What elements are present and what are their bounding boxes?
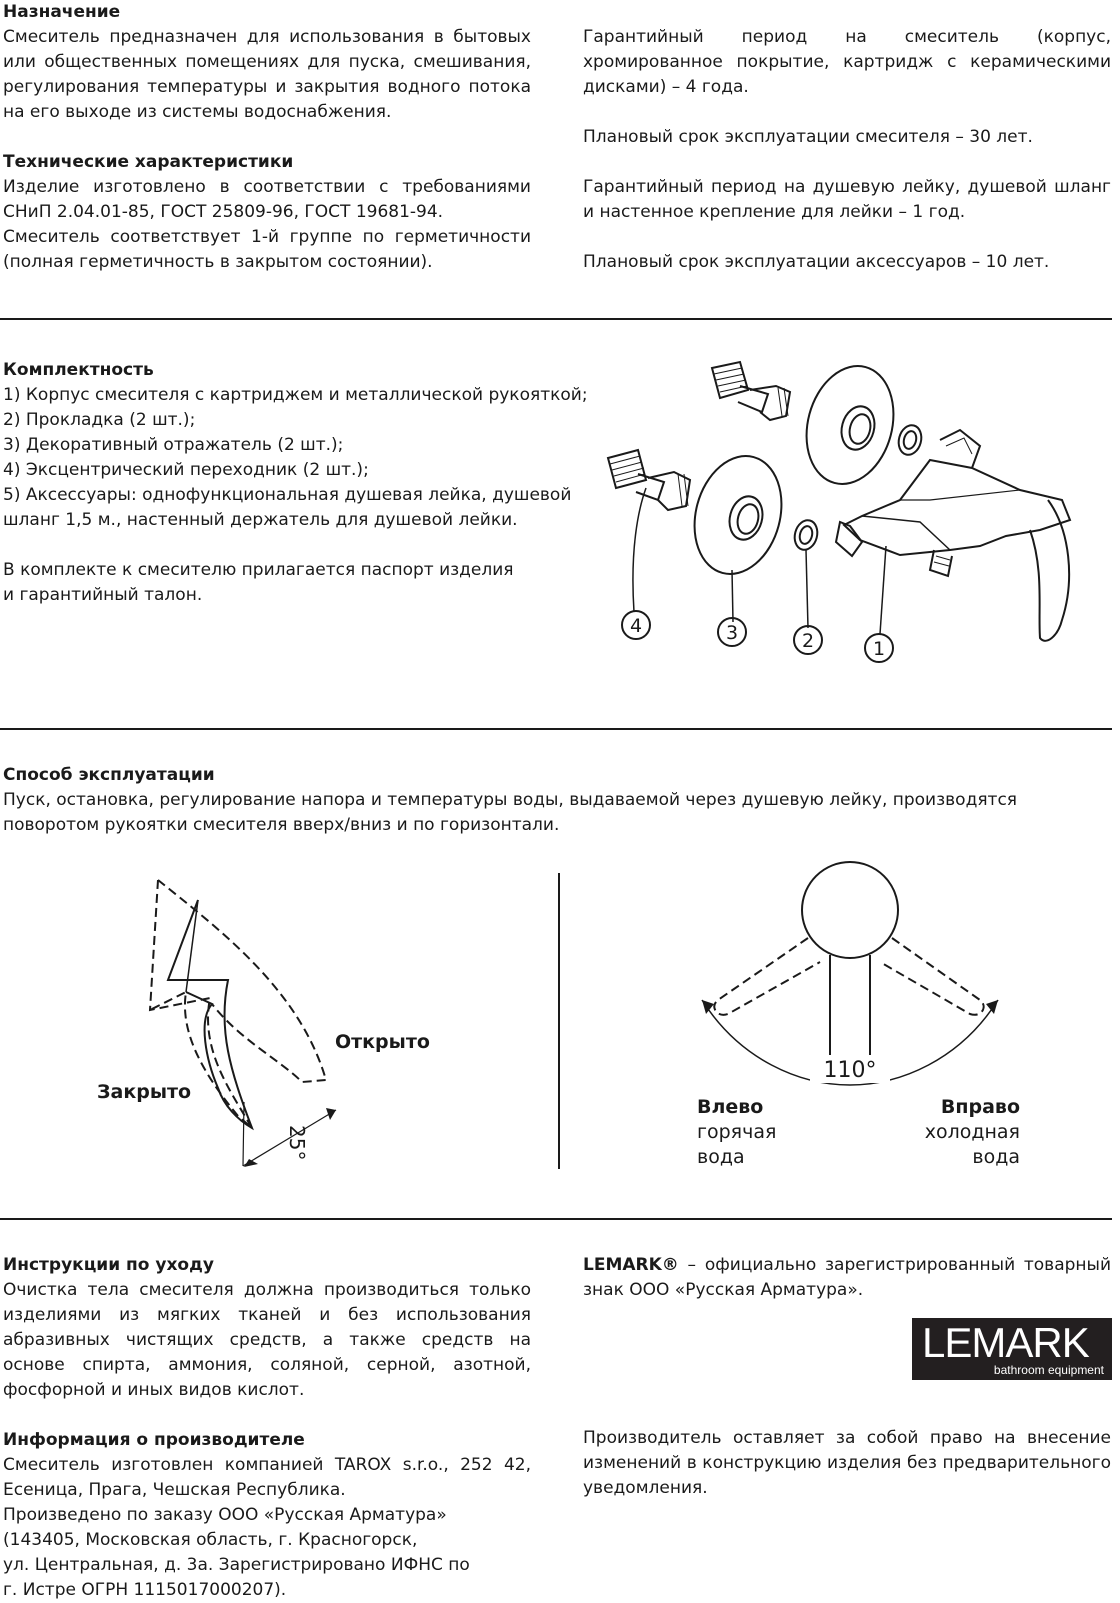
right-desc: вода bbox=[972, 1146, 1020, 1168]
warranty-text-2: Плановый срок эксплуатации смесителя – 30 лет. bbox=[583, 127, 1033, 147]
left-desc: горячая bbox=[697, 1121, 777, 1143]
callout-label-2: 2 bbox=[801, 630, 815, 652]
kit-item: 4) Эксцентрический переходник (2 шт.); bbox=[3, 460, 369, 480]
left-direction-labels bbox=[697, 1095, 776, 1170]
kit-item: 5) Аксессуары: однофункциональная душевая лейка, душевой шланг 1,5 м., настенный держатель для душевой лейки. bbox=[3, 485, 572, 530]
kit-item: 2) Прокладка (2 шт.); bbox=[3, 410, 196, 430]
right-direction-labels bbox=[880, 1095, 1020, 1170]
kit-item: 3) Декоративный отражатель (2 шт.); bbox=[3, 435, 344, 455]
specs-heading: Технические характеристики bbox=[3, 152, 294, 172]
manufacturer-line: г. Истре ОГРН 1115017000207). bbox=[3, 1580, 287, 1600]
eccentric-adapter-upper bbox=[712, 362, 790, 420]
callout-label-4: 4 bbox=[629, 615, 643, 637]
operation-heading: Способ эксплуатации bbox=[3, 765, 215, 785]
logo-main: LEMARK bbox=[922, 1319, 1089, 1366]
manufacturer-heading: Информация о производителе bbox=[3, 1430, 305, 1450]
gasket-upper bbox=[895, 423, 924, 458]
care-section bbox=[3, 1253, 531, 1603]
angle-vertical-label: 25° bbox=[285, 1125, 309, 1161]
eccentric-adapter-lower bbox=[608, 450, 690, 510]
manufacturer-line: (143405, Московская область, г. Красногорск, bbox=[3, 1530, 418, 1550]
care-heading: Инструкции по уходу bbox=[3, 1255, 214, 1275]
gasket-lower bbox=[791, 518, 820, 553]
lever-right-position bbox=[880, 938, 984, 1015]
disclaimer-text: Производитель оставляет за собой право на внесение изменений в конструкцию изделия без предварительного уведомления. bbox=[583, 1428, 1111, 1498]
knob-top-view bbox=[802, 862, 898, 958]
angle-horizontal-label: 110° bbox=[823, 1058, 877, 1083]
kit-heading: Комплектность bbox=[3, 360, 154, 380]
warranty-text-3: Гарантийный период на душевую лейку, душевой шланг и настенное крепление для лейки – 1 год. bbox=[583, 177, 1111, 222]
divider bbox=[0, 1218, 1112, 1220]
care-text: Очистка тела смесителя должна производиться только изделиями из мягких тканей и без использования абразивных чистящих средств, а также средств на основе спирта, аммония, соляной, серной, азотной, фосфорной и иных видов кислот. bbox=[3, 1280, 531, 1400]
callout-label-3: 3 bbox=[725, 622, 739, 644]
exploded-view-illustration bbox=[600, 350, 1112, 695]
divider bbox=[0, 728, 1112, 730]
purpose-heading: Назначение bbox=[3, 2, 121, 22]
purpose-section bbox=[3, 0, 531, 275]
closed-label: Закрыто bbox=[97, 1081, 192, 1103]
lemark-logo bbox=[912, 1318, 1112, 1380]
manufacturer-line: ул. Центральная, д. 3а. Зарегистрировано ИФНС по bbox=[3, 1555, 470, 1575]
right-label: Вправо bbox=[940, 1096, 1020, 1118]
kit-note: В комплекте к смесителю прилагается паспорт изделия и гарантийный талон. bbox=[3, 560, 514, 605]
disclaimer-section bbox=[583, 1426, 1111, 1501]
callout-label-1: 1 bbox=[872, 638, 886, 660]
diagram-divider bbox=[558, 873, 560, 1169]
purpose-text: Смеситель предназначен для использования в бытовых или общественных помещениях для пуска, смешивания, регулирования температуры и закрытия водного потока на его выходе из системы водоснабжения. bbox=[3, 27, 531, 122]
kit-section bbox=[3, 358, 588, 608]
logo-sub: bathroom equipment bbox=[993, 1363, 1104, 1377]
mixer-body bbox=[836, 430, 1070, 641]
operation-section bbox=[3, 763, 1113, 838]
kit-item: 1) Корпус смесителя с картриджем и металлической рукояткой; bbox=[3, 385, 588, 405]
open-label: Открыто bbox=[335, 1031, 430, 1053]
warranty-text-4: Плановый срок эксплуатации аксессуаров – 10 лет. bbox=[583, 252, 1050, 272]
lever-left-position bbox=[714, 938, 820, 1015]
reflector-lower bbox=[682, 446, 794, 584]
lever-horizontal-diagram bbox=[680, 850, 1020, 1100]
manufacturer-text: Смеситель изготовлен компанией TAROX s.r.o., 252 42, Есеница, Прага, Чешская Республика. bbox=[3, 1455, 531, 1500]
trademark-section bbox=[583, 1253, 1111, 1303]
trademark-brand: LEMARK® bbox=[583, 1255, 679, 1275]
trademark-text: LEMARK® – официально зарегистрированный товарный знак ООО «Русская Арматура». bbox=[583, 1255, 1111, 1300]
manufacturer-line: Произведено по заказу ООО «Русская Арматура» bbox=[3, 1505, 447, 1525]
lever-vertical-diagram bbox=[140, 870, 340, 1170]
divider bbox=[0, 318, 1112, 320]
reflector-upper bbox=[794, 356, 906, 494]
left-desc: вода bbox=[697, 1146, 745, 1168]
warranty-text-1: Гарантийный период на смеситель (корпус, хромированное покрытие, картридж с керамическими дисками) – 4 года. bbox=[583, 27, 1111, 97]
operation-text: Пуск, остановка, регулирование напора и температуры воды, выдаваемой через душевую лейку, производятся поворотом рукоятки смесителя вверх/вниз и по горизонтали. bbox=[3, 790, 1018, 835]
specs-text-1: Изделие изготовлено в соответствии с требованиями СНиП 2.04.01-85, ГОСТ 25809-96, ГОСТ 19681-94. bbox=[3, 177, 531, 222]
right-desc: холодная bbox=[924, 1121, 1020, 1143]
left-label: Влево bbox=[697, 1096, 764, 1118]
specs-text-2: Смеситель соответствует 1-й группе по герметичности (полная герметичность в закрытом состоянии). bbox=[3, 227, 531, 272]
warranty-section bbox=[583, 25, 1111, 275]
